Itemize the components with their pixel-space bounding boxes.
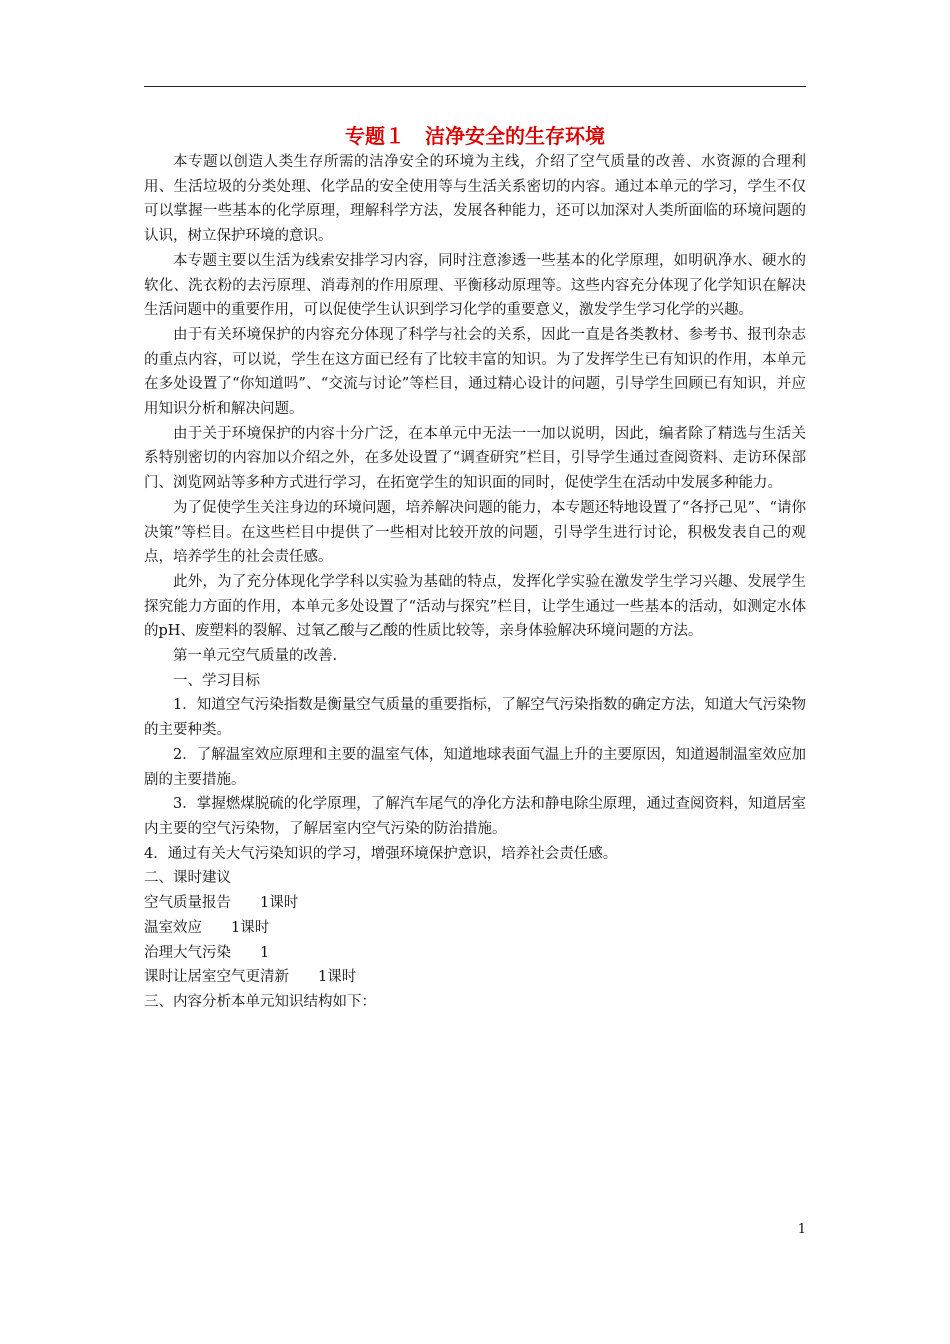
- page-number: 1: [797, 1222, 806, 1237]
- page-title: 专题１ 洁净安全的生存环境: [345, 124, 605, 148]
- schedule-row-2: 温室效应 1课时: [144, 919, 270, 936]
- schedule-heading: 二、课时建议: [144, 870, 231, 887]
- intro-paragraph-1: 本专题以创造人类生存所需的洁净安全的环境为主线，介绍了空气质量的改善、水资源的合理利用、生活垃圾的分类处理、化学品的安全使用等与生活关系密切的内容。通过本单元的学习，学生不仅可以掌握一些基本的化学原理，理解科学方法，发展各种能力，还可以加深对人类所面临的环境问题的认识，树立保护环境的意识。: [144, 154, 806, 245]
- intro-paragraph-6: 此外，为了充分体现化学学科以实验为基础的特点，发挥化学实验在激发学生学习兴趣、发展学生探究能力方面的作用，本单元多处设置了“活动与探究”栏目，让学生通过一些基本的活动，如测定水体的pH、废塑料的裂解、过氧乙酸与乙酸的性质比较等，亲身体验解决环境问题的方法。: [144, 573, 806, 640]
- objective-item-4: 4．通过有关大气污染知识的学习，增强环境保护意识，培养社会责任感。: [144, 845, 618, 862]
- objective-item-2: 2．了解温室效应原理和主要的温室气体，知道地球表面气温上升的主要原因，知道遏制温室效应加剧的主要措施。: [144, 746, 806, 788]
- analysis-heading: 三、内容分析本单元知识结构如下：: [144, 993, 376, 1010]
- objective-item-3: 3．掌握燃煤脱硫的化学原理，了解汽车尾气的净化方法和静电除尘原理，通过查阅资料，知道居室内主要的空气污染物，了解居室内空气污染的防治措施。: [144, 796, 806, 837]
- objective-item-1: 1．知道空气污染指数是衡量空气质量的重要指标，了解空气污染指数的确定方法，知道大气污染物的主要种类。: [144, 697, 806, 739]
- document-body: [144, 150, 806, 1015]
- intro-paragraph-3: 由于有关环境保护的内容充分体现了科学与社会的关系，因此一直是各类教材、参考书、报刊杂志的重点内容，可以说，学生在这方面已经有了比较丰富的知识。为了发挥学生已有知识的作用，本单元在多处设置了“你知道吗”、“交流与讨论”等栏目，通过精心设计的问题，引导学生回顾已有知识，并应用知识分析和解决问题。: [144, 326, 806, 418]
- unit-heading: 第一单元空气质量的改善.: [173, 648, 338, 665]
- header-rule: [144, 86, 806, 87]
- schedule-row-4: 课时让居室空气更清新 1课时: [144, 969, 357, 986]
- schedule-row-1: 空气质量报告 1课时: [144, 895, 299, 912]
- objectives-heading: 一、学习目标: [173, 672, 260, 689]
- intro-paragraph-5: 为了促使学生关注身边的环境问题，培养解决问题的能力，本专题还特地设置了“各抒己见”、“请你决策”等栏目。在这些栏目中提供了一些相对比较开放的问题，引导学生进行讨论，积极发表自己的观点，培养学生的社会责任感。: [144, 499, 806, 566]
- intro-paragraph-4: 由于关于环境保护的内容十分广泛，在本单元中无法一一加以说明，因此，编者除了精选与生活关系特别密切的内容加以介绍之外，在多处设置了“调查研究”栏目，引导学生通过查阅资料、走访环保部门、浏览网站等多种方式进行学习，在拓宽学生的知识面的同时，促使学生在活动中发展多种能力。: [144, 425, 806, 492]
- schedule-row-3: 治理大气污染 1: [144, 944, 270, 961]
- intro-paragraph-2: 本专题主要以生活为线索安排学习内容，同时注意渗透一些基本的化学原理，如明矾净水、硬水的软化、洗衣粉的去污原理、消毒剂的作用原理、平衡移动原理等。这些内容充分体现了化学知识在解决生活问题中的重要作用，可以促使学生认识到学习化学的重要意义，激发学生学习化学的兴趣。: [144, 252, 806, 319]
